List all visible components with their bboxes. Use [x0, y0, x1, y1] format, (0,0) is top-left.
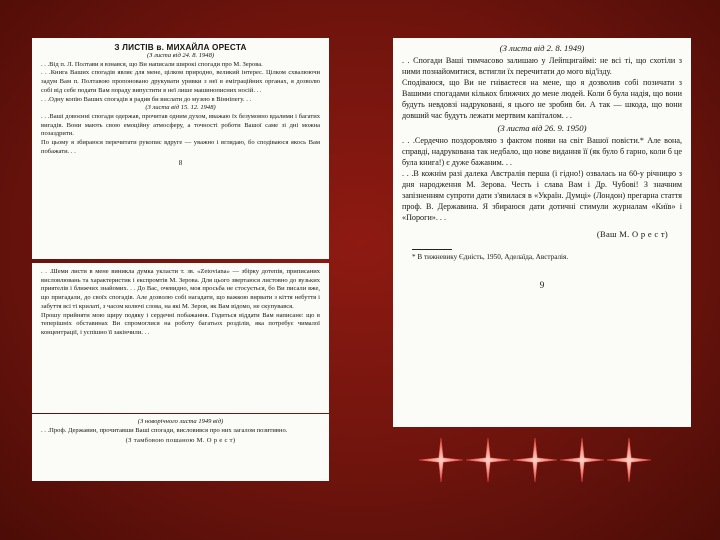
letter-date-heading: (З листа від 24. 8. 1948)	[146, 52, 215, 59]
letter-paragraph: . . .Книга Ваших спогадів являє для мене, цілком природно, великий інтерес. Цілком схвалюючи задум Вам п. Полтавою пропоновано друкувати уривки з неї в еміграційних органах, я дозволю собі від себе подати Вам пораду випустити в неї лише машинописних носій. . .	[41, 69, 320, 94]
letter-paragraph: Прошу прийняти мою щиру подяку і сердечні побажання. Годиться віддати Вам написане: що в теперішніх обставинах Ви спромоглися на роботу багатьох розділів, яка потребує чималої концентрації, і успішно її закінчили. . .	[41, 311, 320, 336]
letter-page-right	[393, 38, 691, 427]
page-number: 8	[178, 159, 183, 168]
letter-date-heading: (З листа від 26. 9. 1950)	[497, 123, 587, 134]
letter-page-bottom-left	[32, 414, 329, 481]
letter-paragraph: . . .Шеми листи в мене виникла думка укласти т. зв. «Zetoviana» — збірку дотепів, приписаних висловлювань та характеристик і експромтів М. Зерова. Для цього звертаюся листовно до вузьких приятелів і ближчих знайомих. . . До Вас, очевидно, моя просьба не стосується, бо Ви писали вже, що пригадали, до своїх спогадів. Але дозволю собі нагадати, що важкою вирвати з кіття небуття і забуття всі ті крилаті, з часом колючі слова, на які М. Зеров, як Вам відомо, не скупувався.	[41, 268, 320, 310]
letter-date-heading: (З новорічного листа 1949 від)	[137, 418, 224, 425]
star-icon	[419, 438, 463, 482]
letter-paragraph: . . .Сердечно поздоровляю з фактом появи на світ Вашої повісти.* Але вона, справді, надрукована так недбало, що нове видання її (як було б гарно, коли б це була книга!) є дуже бажаним. . .	[402, 136, 682, 168]
decorative-stars	[418, 436, 652, 484]
letter-paragraph: Сподіваюся, що Ви не гніваєтеся на мене, що я дозволив собі позичати з Вашими спогадами кількох ближчих до мене людей. Коли б була надія, що вони будуть невдовзі надруковані, я цього не зробив би. А так — шкода, що вони довший час будуть лежати мертвим капіталом. . .	[402, 77, 682, 120]
letter-paragraph: . . Спогади Ваші тимчасово залишаю у Лейпцигаймі: не всі ті, що схотіли з ними познайомитися, встигли їх перечитати до мого від'їзду.	[402, 56, 682, 76]
letter-page-middle-left	[32, 263, 329, 413]
star-icon	[560, 438, 604, 482]
star-icon	[466, 438, 510, 482]
page-number: 9	[539, 279, 545, 290]
star-icon	[607, 438, 651, 482]
letter-paragraph: . . .В кожнім разі далека Австралія перша (і гідно!) озвалась на 60-у річницю з дня народження М. Зерова. Честь і слава Вам і Др. Чубові! З значним запізненням супроти дати з'явилася в «Україн. Думці» (Лондон) прегарна стаття проф. В. Державина. Я збираюся дати дотичні стимули журналам «Київ» і «Пороги». . .	[402, 169, 682, 222]
letter-paragraph: . . .Одну копію Ваших спогадів я радив би вислати до музею в Вінніпегу. . .	[41, 95, 252, 103]
letter-paragraph: . . .Від п. Л. Полтави я взнався, що Ви написали широкі спогади про М. Зерова.	[41, 60, 263, 68]
letter-date-heading: (З листа від 2. 8. 1949)	[499, 43, 585, 53]
footnote-divider	[412, 249, 452, 250]
letters-title: З ЛИСТІВ в. МИХАЙЛА ОРЕСТА	[114, 43, 247, 52]
footnote: * В тижневику Єдність, 1950, Аделаїда, Австралія.	[412, 252, 569, 261]
star-icon	[513, 438, 557, 482]
letter-signature: (Ваш М. О р е с т)	[596, 228, 668, 239]
letter-paragraph: . . .Проф. Державин, прочитавши Ваші спогади, висловився про них загалом позитивно.	[41, 426, 288, 434]
letter-signature: (З тамбовою пошаною М. О р е с т)	[125, 437, 236, 445]
letter-paragraph: . . .Ваші довоєнні спогади одержав, прочитав одним духом, вважаю їх безумовно вдалими і багатих вигадів. Вони мають свою емоційну атмосферу, а точності роботи Вашої саме зі дні можна позаздрити.	[41, 112, 320, 138]
letter-paragraph: По цьому я збираюся перечитати рукопис вдруге — уважно і вглядаю, бо сподіваюся якось Вам побажати. . .	[41, 139, 320, 155]
letter-page-top-left	[32, 38, 329, 259]
letter-date-heading: (З листа від 15. 12. 1948)	[145, 104, 216, 112]
